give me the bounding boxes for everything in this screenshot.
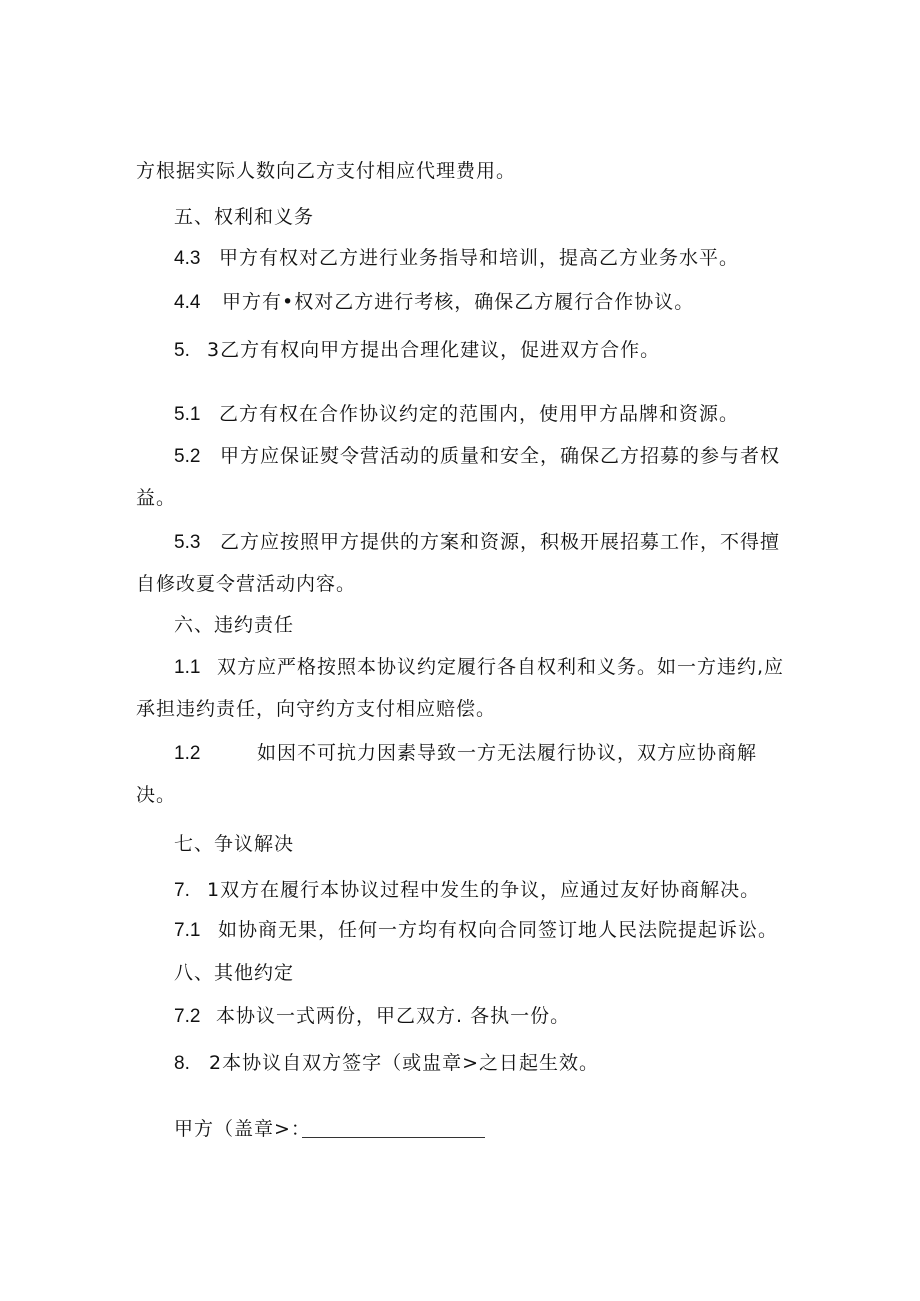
clause-5-3	[174, 530, 780, 555]
line-text: 益。	[136, 487, 177, 509]
clause-text: 2本协议自双方签字（或盅章>之日起生效。	[209, 1052, 600, 1074]
clause-7-1a	[174, 878, 760, 903]
clause-5-1	[174, 402, 739, 427]
clause-number: 5.	[174, 340, 190, 361]
clause-number: 7.1	[174, 920, 201, 941]
clause-1-2-continuation	[136, 783, 176, 807]
clause-text: 3乙方有权向甲方提出合理化建议，促进双方合作。	[207, 339, 661, 361]
clause-1-2	[174, 741, 757, 766]
clause-4-3	[174, 246, 739, 271]
clause-text: 本协议一式两份，甲乙双方. 各执一份。	[216, 1005, 571, 1027]
clause-7-2	[174, 1004, 570, 1029]
clause-number: 7.	[174, 880, 190, 901]
clause-text: 如因不可抗力因素导致一方无法履行协议，双方应协商解	[257, 742, 758, 764]
clause-5-2-continuation	[136, 486, 176, 510]
clause-number: 1.2	[174, 743, 201, 764]
section-heading-dispute	[174, 832, 294, 856]
line-text: 方根据实际人数向乙方支付相应代理费用。	[136, 160, 517, 182]
paragraph-continuation	[136, 159, 516, 183]
clause-number: 4.3	[174, 248, 201, 269]
clause-5-3a	[174, 338, 660, 363]
signature-party-a-label	[174, 1117, 311, 1141]
signature-label: 甲方（盖章>：	[174, 1118, 311, 1140]
clause-number: 5.2	[174, 446, 201, 467]
line-text: 承担违约责任，向守约方支付相应赔偿。	[136, 698, 497, 720]
signature-blank-line	[302, 1137, 485, 1138]
clause-number: 5.3	[174, 532, 201, 553]
clause-5-3-continuation	[136, 572, 356, 596]
heading-text: 七、争议解决	[174, 833, 295, 855]
clause-text: 双方应严格按照本协议约定履行各自权利和义务。如一方违约,应	[217, 656, 785, 678]
clause-text: 乙方应按照甲方提供的方案和资源，积极开展招募工作，不得擅	[220, 531, 781, 553]
section-heading-other	[174, 961, 294, 985]
clause-4-4	[174, 290, 694, 315]
clause-7-1	[174, 918, 778, 943]
heading-text: 八、其他约定	[174, 962, 295, 984]
line-text: 决。	[136, 784, 177, 806]
clause-8-2	[174, 1051, 599, 1076]
section-heading-breach	[174, 613, 294, 637]
clause-text: 甲方有权对乙方进行业务指导和培训，提高乙方业务水平。	[219, 247, 740, 269]
line-text: 自修改夏令营活动内容。	[136, 573, 357, 595]
section-heading-rights	[174, 205, 314, 229]
clause-number: 1.1	[174, 657, 201, 678]
clause-number: 4.4	[174, 292, 201, 313]
clause-text: 甲方有•权对乙方进行考核，确保乙方履行合作协议。	[222, 291, 695, 313]
clause-text: 1双方在履行本协议过程中发生的争议，应通过友好协商解决。	[207, 879, 761, 901]
heading-text: 六、违约责任	[174, 614, 295, 636]
clause-5-2	[174, 444, 780, 469]
clause-number: 7.2	[174, 1006, 201, 1027]
clause-number: 8.	[174, 1053, 190, 1074]
clause-text: 甲方应保证熨令营活动的质量和安全，确保乙方招募的参与者权	[220, 445, 781, 467]
clause-text: 乙方有权在合作协议约定的范围内，使用甲方品牌和资源。	[219, 403, 740, 425]
clause-1-1	[174, 655, 784, 680]
clause-text: 如协商无果，任何一方均有权向合同签订地人民法院提起诉讼。	[218, 919, 779, 941]
clause-number: 5.1	[174, 404, 201, 425]
clause-1-1-continuation	[136, 697, 496, 721]
heading-text: 五、权利和义务	[174, 206, 315, 228]
